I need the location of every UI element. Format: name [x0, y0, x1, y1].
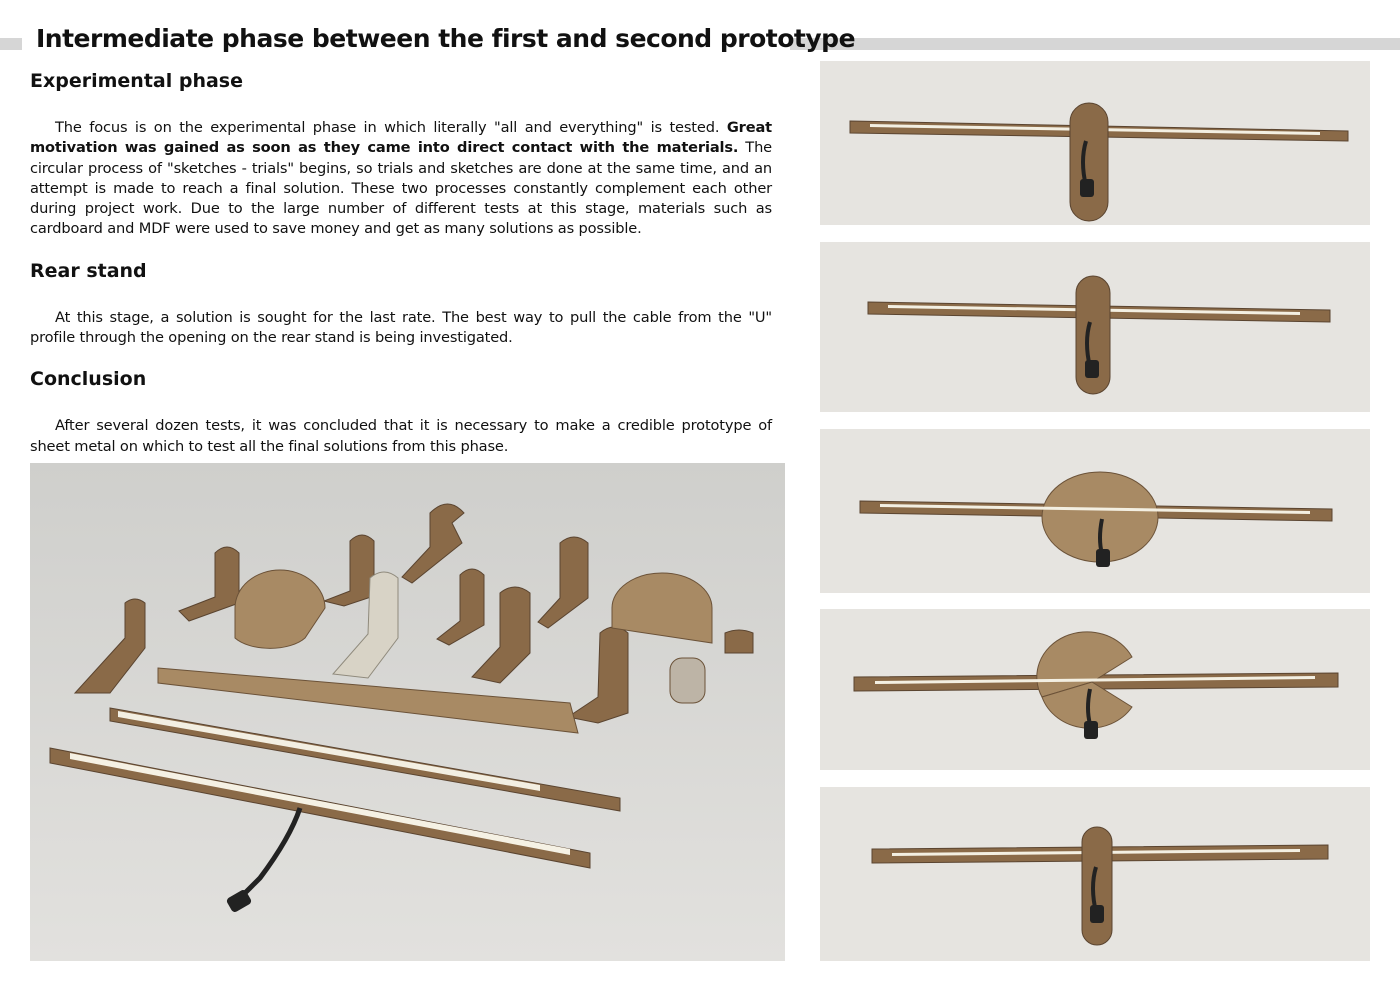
side-photo-3 [820, 429, 1370, 593]
paragraph-experimental-phase: The focus is on the experimental phase in which literally "all and everything" is tested. Great motivation was gained as soon as they came into direct contact with the materials. The circular process of "sketches - trials" begins, so trials and sketches are done at the same time, and an attempt is made to reach a final solution. These two processes constantly complement each other during project work. Due to the large number of different tests at this stage, materials such as cardboard and MDF were used to save money and get as many solutions as possible. [30, 119, 772, 238]
prototype-rear-stand-illustration [820, 61, 1370, 225]
title-bar-left [0, 38, 22, 50]
prototype-rear-stand-illustration-2 [820, 242, 1370, 412]
heading-experimental-phase: Experimental phase [30, 70, 243, 92]
page-title: Intermediate phase between the first and second prototype [36, 24, 856, 53]
prototypes-illustration [30, 463, 785, 961]
prototype-cut-round-stand-illustration [820, 609, 1370, 770]
text-column [30, 70, 772, 477]
side-photo-1 [820, 61, 1370, 225]
prototype-round-stand-illustration [820, 429, 1370, 593]
side-photo-2 [820, 242, 1370, 412]
prototype-rear-stand-illustration-3 [820, 787, 1370, 961]
main-photo-prototypes [30, 463, 785, 961]
side-photo-4 [820, 609, 1370, 770]
side-photo-5 [820, 787, 1370, 961]
title-bar-right [790, 38, 1400, 50]
paragraph-rear-stand: At this stage, a solution is sought for the last rate. The best way to pull the cable from the "U" profile through the opening on the rear stand is being investigated. [30, 308, 772, 347]
heading-rear-stand: Rear stand [30, 259, 147, 282]
paragraph-conclusion: After several dozen tests, it was concluded that it is necessary to make a credible prototype of sheet metal on which to test all the final solutions from this phase. [30, 417, 772, 455]
heading-conclusion: Conclusion [30, 368, 147, 391]
